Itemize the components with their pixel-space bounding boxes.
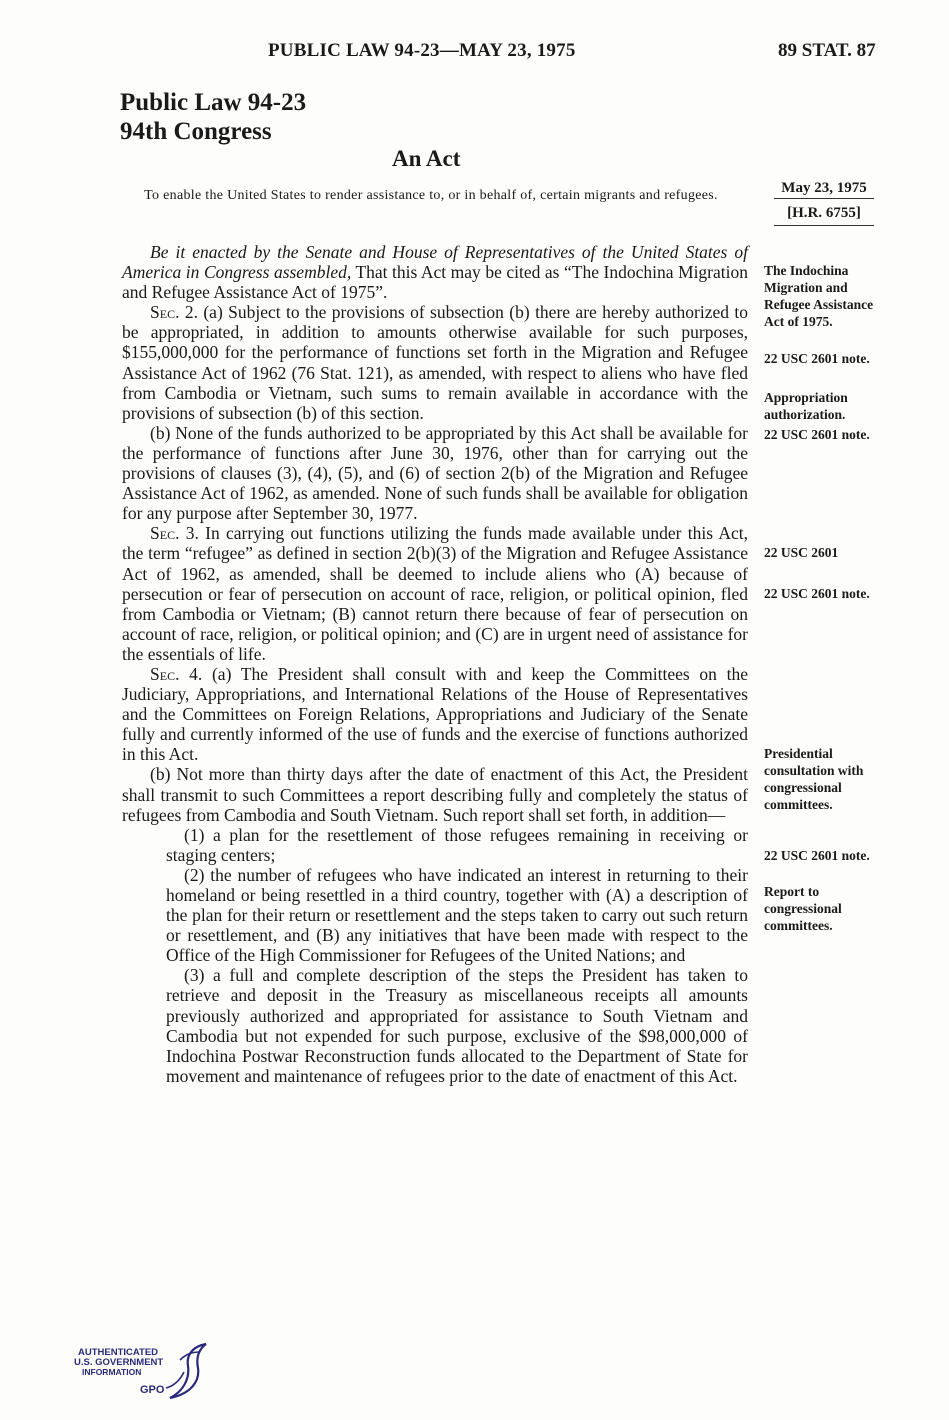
section-2-label: Sec. 2. [150, 302, 198, 323]
section-4b-item-1: (1) a plan for the resettlement of those refugees remaining in receiving or staging centers; [166, 824, 748, 865]
margin-note-appropriation: Appropriation authorization. [764, 390, 848, 422]
act-purpose: To enable the United States to render assistance to, or in behalf of, certain migrants and refugees. [144, 188, 718, 203]
section-4a-text: (a) The President shall consult with and keep the Committees on the Judiciary, Appropriations, and International Relations of the House of Representatives and the Committees on Foreign Relations, Appropriations and Judiciary of the Senate fully and currently informed of the use of funds and the exercise of functions authorized in this Act. [122, 663, 749, 765]
section-3 [122, 523, 748, 664]
margin-note-usc: 22 USC 2601 note. [764, 427, 870, 442]
short-title-text: That this Act may be cited as “The Indochina Migration and Refugee Assistance Act of 1975”. [122, 262, 748, 303]
congress: 94th Congress [120, 118, 272, 145]
seal-line-4: GPO [140, 1384, 165, 1396]
margin-note-consultation: Presidential consultation with congressional committees. [764, 746, 864, 812]
stat-page-number: 89 STAT. 87 [778, 40, 876, 61]
section-3-label: Sec. 3. [150, 523, 199, 544]
section-2a-text: (a) Subject to the provisions of subsection (b) there are hereby authorized to be appropriated, in addition to amounts otherwise available for such purposes, $155,000,000 for the performance of functions set forth in the Migration and Refugee Assistance Act of 1962 (76 Stat. 121), as amended, with respect to aliens who have fled from Cambodia or Vietnam, such sums to remain available in accordance with the provisions of subsection (b) of this section. [122, 302, 749, 423]
enacting-paragraph [122, 242, 748, 302]
margin-note-usc: 22 USC 2601 note. [764, 586, 870, 601]
section-2a [122, 302, 748, 423]
section-4b-item-2: (2) the number of refugees who have indicated an interest in returning to their homeland or being resettled in a third country, together with (A) a description of the plan for their return or resettlement and the steps taken to carry out such return or resettlement, and (B) any initiatives that have been made with respect to the Office of the High Commissioner for Refugees of the United Nations; and [166, 864, 748, 966]
section-4-label: Sec. 4. [150, 663, 203, 684]
margin-note-usc: 22 USC 2601 note. [764, 351, 870, 366]
seal-line-3: INFORMATION [82, 1367, 142, 1377]
gpo-authentication-seal [74, 1340, 214, 1406]
section-3-text: In carrying out functions utilizing the funds made available under this Act, the term “refugee” as defined in section 2(b)(3) of the Migration and Refugee Assistance Act of 1962, as amended, shall be deemed to include aliens who (A) because of persecution or fear of persecution on account of race, religion, or political opinion, fled from Cambodia or Vietnam; (B) cannot return there because of fear of persecution on account of race, religion, or political opinion; and (C) are in urgent need of assistance for the essentials of life. [122, 523, 748, 664]
law-number: Public Law 94-23 [120, 89, 307, 116]
enactment-date: May 23, 1975 [774, 180, 874, 199]
margin-note-usc: 22 USC 2601 note. [764, 848, 870, 863]
section-4b: (b) Not more than thirty days after the date of enactment of this Act, the President shall transmit to such Committees a report describing fully and completely the status of refugees from Cambodia and South Vietnam. Such report shall set forth, in addition— [122, 764, 748, 825]
act-heading: An Act [392, 146, 461, 171]
eagle-icon [160, 1340, 210, 1406]
section-4a [122, 664, 748, 764]
seal-line-1: AUTHENTICATED [78, 1347, 159, 1358]
section-4b-item-3: (3) a full and complete description of the steps the President has taken to retrieve and deposit in the Treasury as miscellaneous receipts all amounts previously authorized and appropriated for assistance to South Vietnam and Cambodia but not expended for such purpose, exclusive of the $98,000,000 of Indochina Postwar Reconstruction funds allocated to the Department of State for movement and maintenance of refugees prior to the date of enactment of this Act. [166, 965, 748, 1086]
margin-note-report: Report to congressional committees. [764, 884, 842, 933]
act-body [122, 242, 748, 1086]
margin-note-short-title: The Indochina Migration and Refugee Assistance Act of 1975. [764, 263, 874, 329]
enacting-clause: Be it enacted by the Senate and House of Representatives of the United States of America in Congress assembled, [122, 242, 748, 283]
margin-note-usc: 22 USC 2601 [764, 545, 839, 560]
section-2b: (b) None of the funds authorized to be appropriated by this Act shall be available for the performance of functions after June 30, 1976, other than for carrying out the provisions of clauses (3), (4), (5), and (6) of section 2(b) of the Migration and Refugee Assistance Act of 1962, as amended. None of such funds shall be available for obligation for any purpose after September 30, 1977. [122, 422, 748, 524]
seal-line-2: U.S. GOVERNMENT [74, 1357, 164, 1368]
running-head: PUBLIC LAW 94-23—MAY 23, 1975 [268, 40, 576, 61]
bill-number: [H.R. 6755] [774, 205, 874, 226]
